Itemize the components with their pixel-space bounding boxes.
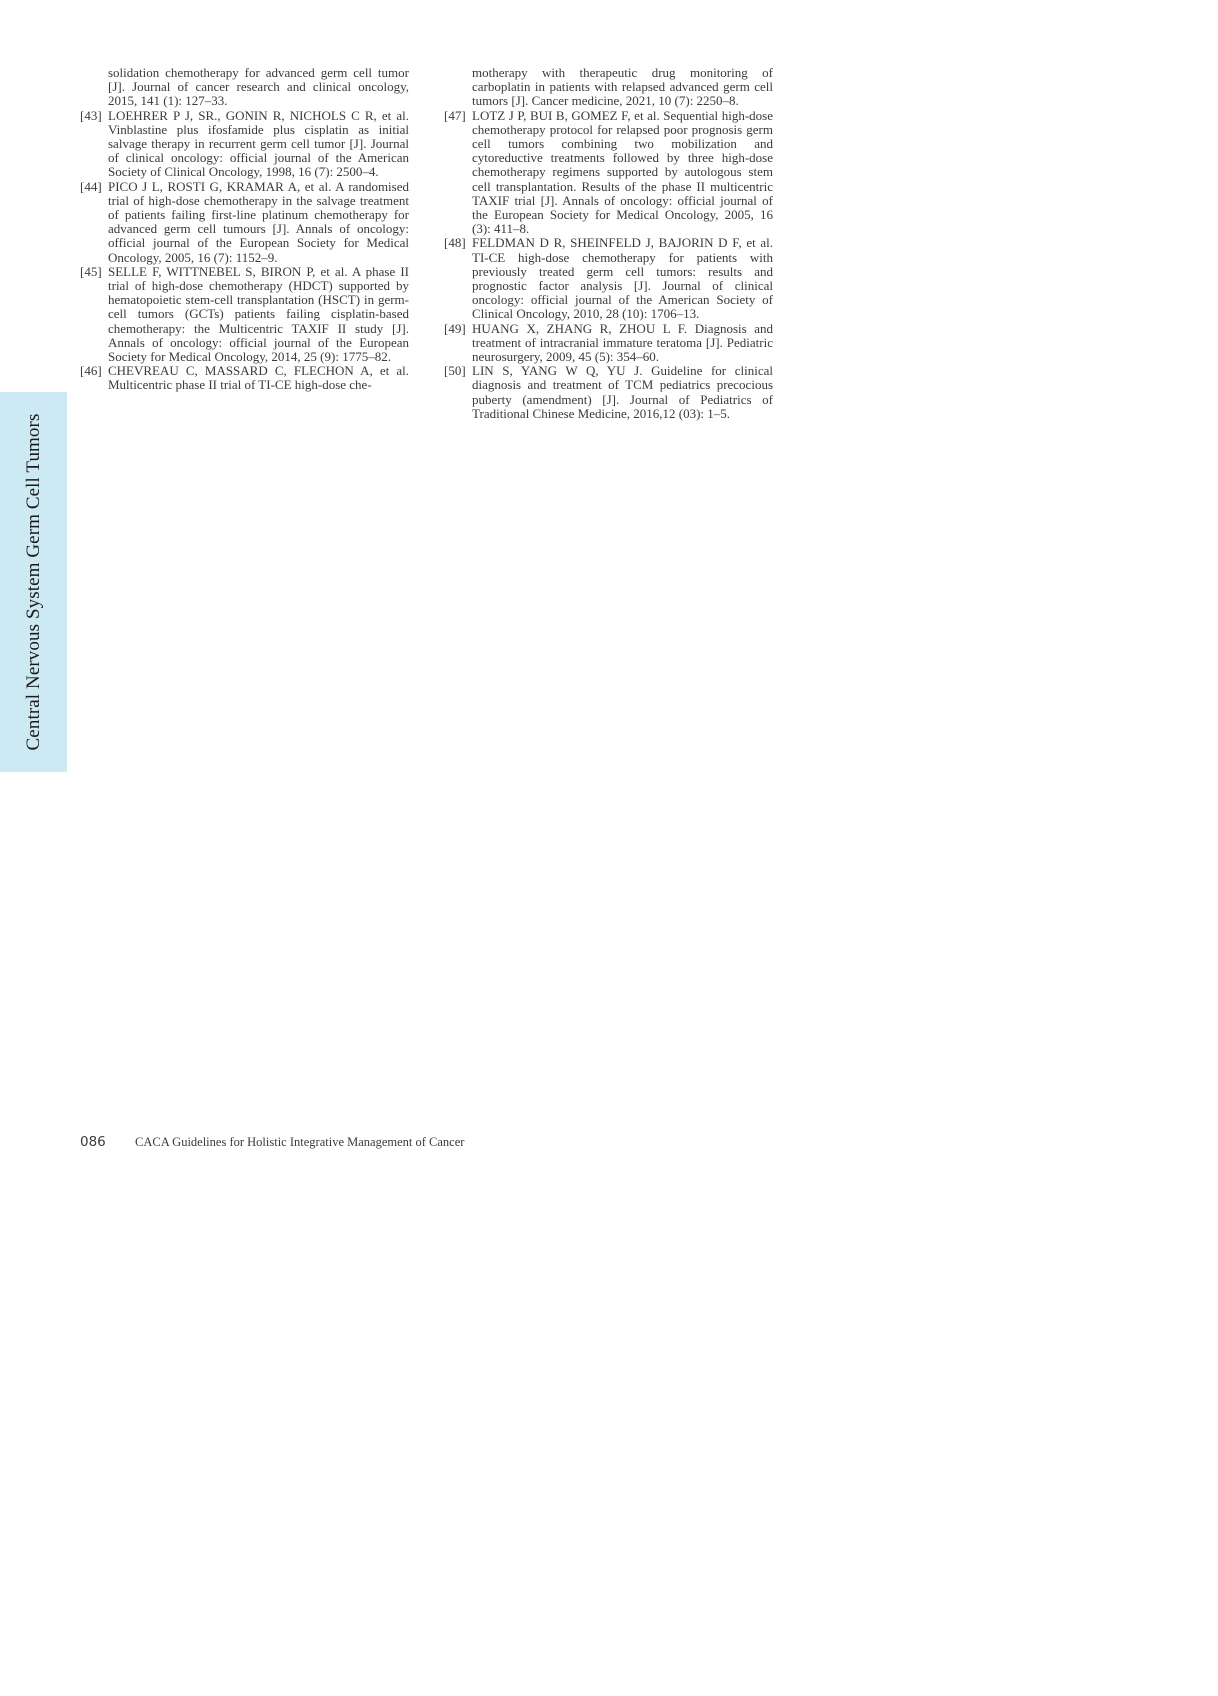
reference-item [444,364,773,421]
reference-number: [46] [80,363,102,379]
page-footer [80,1134,600,1150]
reference-item [444,236,773,321]
reference-text: HUANG X, ZHANG R, ZHOU L F. Diagnosis and treatment of intracranial immature teratoma [J]. Pediatric neurosurgery, 2009, 45 (5): 354–60. [472,320,773,365]
reference-number: [44] [80,178,102,194]
page-number: 086 [80,1134,106,1150]
reference-item [80,265,409,364]
reference-text: FELDMAN D R, SHEINFELD J, BAJORIN D F, et al. TI-CE high-dose chemotherapy for patients with previously treated germ cell tumors: results and prognostic factor analysis [J]. Journal of clinical oncology: official journal of the American Society of Clinical Oncology, 2010, 28 (10): 1706–13. [472,235,773,322]
reference-text: motherapy with therapeutic drug monitoring of carboplatin in patients with relapsed advanced germ cell tumors [J]. Cancer medicine, 2021, 10 (7): 2250–8. [472,65,773,109]
reference-item [80,364,409,392]
side-tab-label: Central Nervous System Germ Cell Tumors [22,413,44,751]
reference-text: CHEVREAU C, MASSARD C, FLECHON A, et al. Multicentric phase II trial of TI-CE high-dose che- [108,363,409,393]
reference-text: solidation chemotherapy for advanced germ cell tumor [J]. Journal of cancer research and clinical oncology, 2015, 141 (1): 127–33. [108,65,409,109]
reference-text: LOEHRER P J, SR., GONIN R, NICHOLS C R, et al. Vinblastine plus ifosfamide plus cisplatin as initial salvage therapy in recurrent germ cell tumor [J]. Journal of clinical oncology: official journal of the American Society of Clinical Oncology, 1998, 16 (7): 2500–4. [108,107,409,180]
reference-item [80,180,409,265]
references-column-right [444,66,773,421]
reference-text: LIN S, YANG W Q, YU J. Guideline for clinical diagnosis and treatment of TCM pediatrics precocious puberty (amendment) [J]. Journal of Pediatrics of Traditional Chinese Medicine, 2016,12 (03): 1–5. [472,363,773,421]
references-column-left [80,66,409,393]
reference-item [444,109,773,237]
reference-number: [48] [444,235,466,251]
reference-number: [50] [444,363,466,379]
side-tab [0,392,67,772]
reference-number: [47] [444,107,466,123]
running-title: CACA Guidelines for Holistic Integrative Management of Cancer [135,1135,465,1149]
reference-number: [43] [80,107,102,123]
reference-number: [49] [444,320,466,336]
reference-item [444,66,773,109]
reference-item [80,109,409,180]
reference-text: PICO J L, ROSTI G, KRAMAR A, et al. A randomised trial of high-dose chemotherapy in the salvage treatment of patients failing first-line platinum chemotherapy for advanced germ cell tumours [J]. Annals of oncology: official journal of the European Society for Medical Oncology, 2005, 16 (7): 1152–9. [108,178,409,265]
reference-text: LOTZ J P, BUI B, GOMEZ F, et al. Sequential high-dose chemotherapy protocol for relapsed poor prognosis germ cell tumors combining two mobilization and cytoreductive treatments followed by three high-dose chemotherapy regimens supported by autologous stem cell transplantation. Results of the phase II multicentric TAXIF trial [J]. Annals of oncology: official journal of the European Society for Medical Oncology, 2005, 16 (3): 411–8. [472,107,773,237]
reference-number: [45] [80,263,102,279]
reference-item [80,66,409,109]
reference-text: SELLE F, WITTNEBEL S, BIRON P, et al. A phase II trial of high-dose chemotherapy (HDCT) supported by hematopoietic stem-cell transplantation (HSCT) in germ-cell tumors (GCTs) patients failing cisplatin-based chemotherapy: the Multicentric TAXIF II study [J]. Annals of oncology: official journal of the European Society for Medical Oncology, 2014, 25 (9): 1775–82. [108,263,409,365]
reference-item [444,322,773,365]
